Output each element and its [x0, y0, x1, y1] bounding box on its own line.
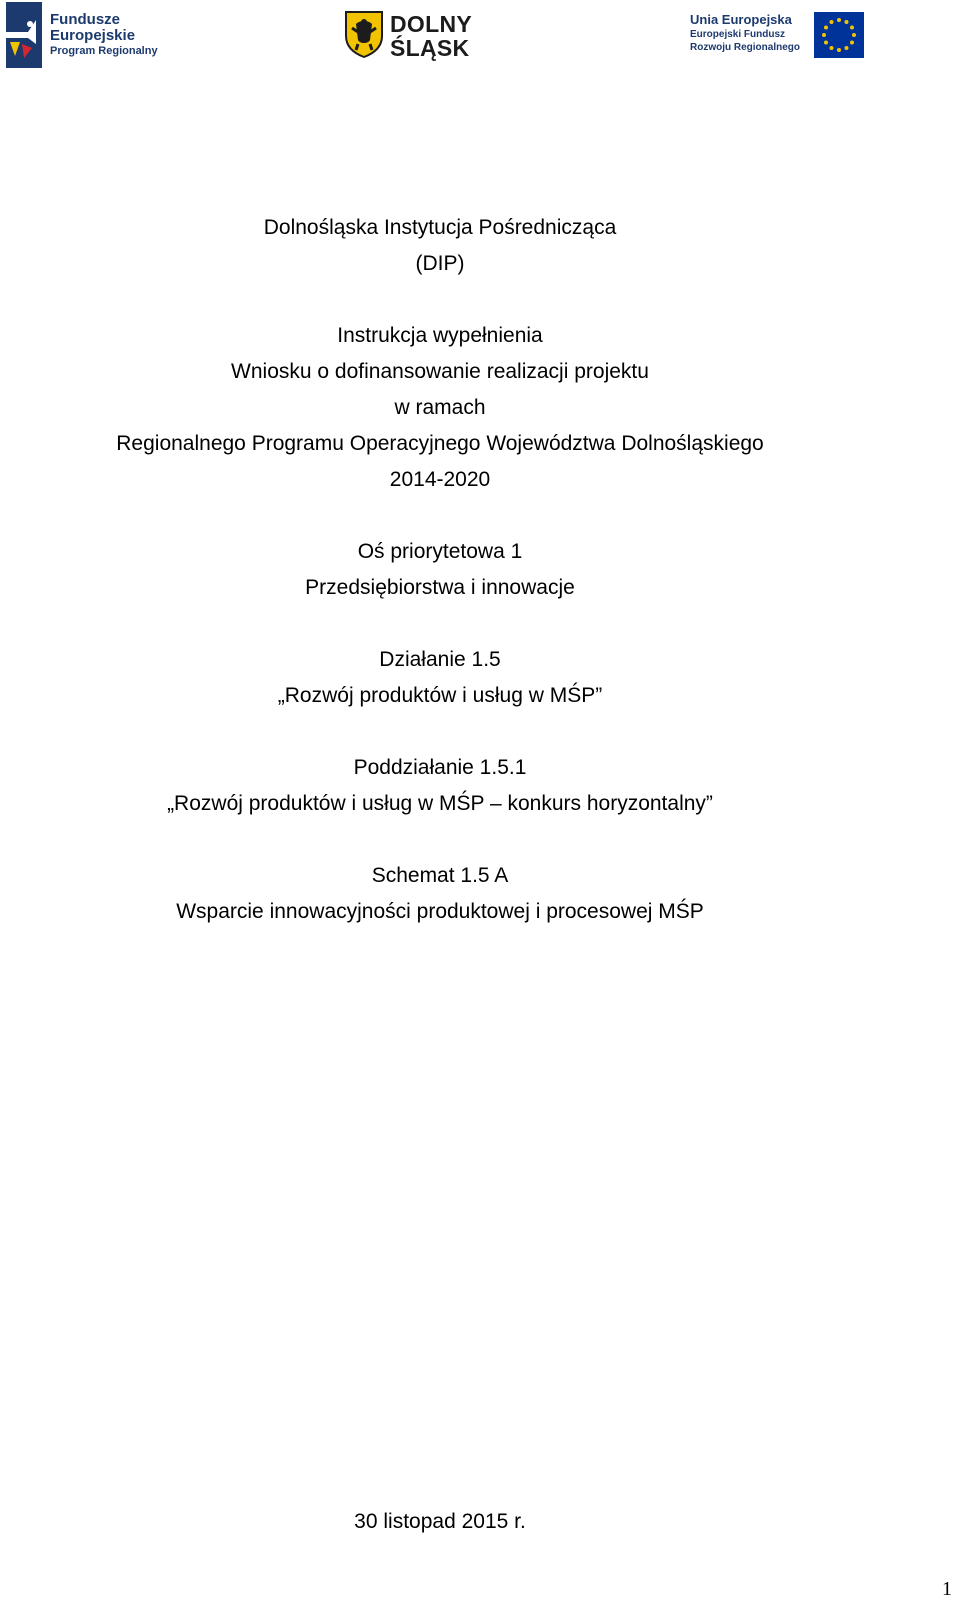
- action-name: „Rozwój produktów i usług w MŚP”: [277, 684, 603, 707]
- program-years: 2014-2020: [389, 468, 491, 491]
- institution-abbreviation: (DIP): [415, 252, 465, 275]
- title-block: [0, 210, 880, 930]
- institution-name: Dolnośląska Instytucja Pośrednicząca: [263, 216, 617, 239]
- dolny-slask-logo: [344, 10, 494, 62]
- eu-logo-line1: Unia Europejska: [690, 12, 792, 27]
- instruction-line-1: Instrukcja wypełnienia: [337, 324, 543, 347]
- scheme-name: Wsparcie innowacyjności produktowej i procesowej MŚP: [176, 900, 704, 923]
- instruction-line-2: Wniosku o dofinansowanie realizacji projektu: [231, 360, 649, 383]
- instruction-line-3: w ramach: [394, 396, 486, 419]
- eu-flag-icon: [814, 12, 864, 58]
- fe-logo-line2: Europejskie: [50, 27, 136, 44]
- subaction-name: „Rozwój produktów i usług w MŚP – konkurs horyzontalny”: [167, 792, 713, 815]
- fundusze-europejskie-mark-icon: [6, 2, 46, 68]
- ds-logo-line1: DOLNY: [390, 11, 472, 37]
- unia-europejska-logo: [690, 12, 890, 64]
- scheme-label: Schemat 1.5 A: [371, 864, 509, 887]
- eu-logo-line3: Rozwoju Regionalnego: [690, 42, 800, 53]
- document-date: 30 listopad 2015 r.: [354, 1510, 526, 1533]
- priority-axis-name: Przedsiębiorstwa i innowacje: [305, 576, 575, 599]
- subaction-label: Poddziałanie 1.5.1: [353, 756, 527, 779]
- priority-axis-label: Oś priorytetowa 1: [357, 540, 523, 563]
- fundusze-europejskie-logo: [6, 2, 166, 68]
- action-label: Działanie 1.5: [379, 648, 501, 671]
- page-number: 1: [942, 1578, 952, 1600]
- header-logos: [0, 0, 960, 75]
- fe-logo-line3: Program Regionalny: [50, 45, 158, 57]
- eu-logo-line2: Europejski Fundusz: [690, 29, 786, 40]
- fe-logo-line1: Fundusze: [50, 11, 120, 28]
- instruction-line-4: Regionalnego Programu Operacyjnego Województwa Dolnośląskiego: [116, 432, 764, 455]
- ds-logo-line2: ŚLĄSK: [390, 35, 470, 61]
- coat-of-arms-icon: [344, 10, 384, 58]
